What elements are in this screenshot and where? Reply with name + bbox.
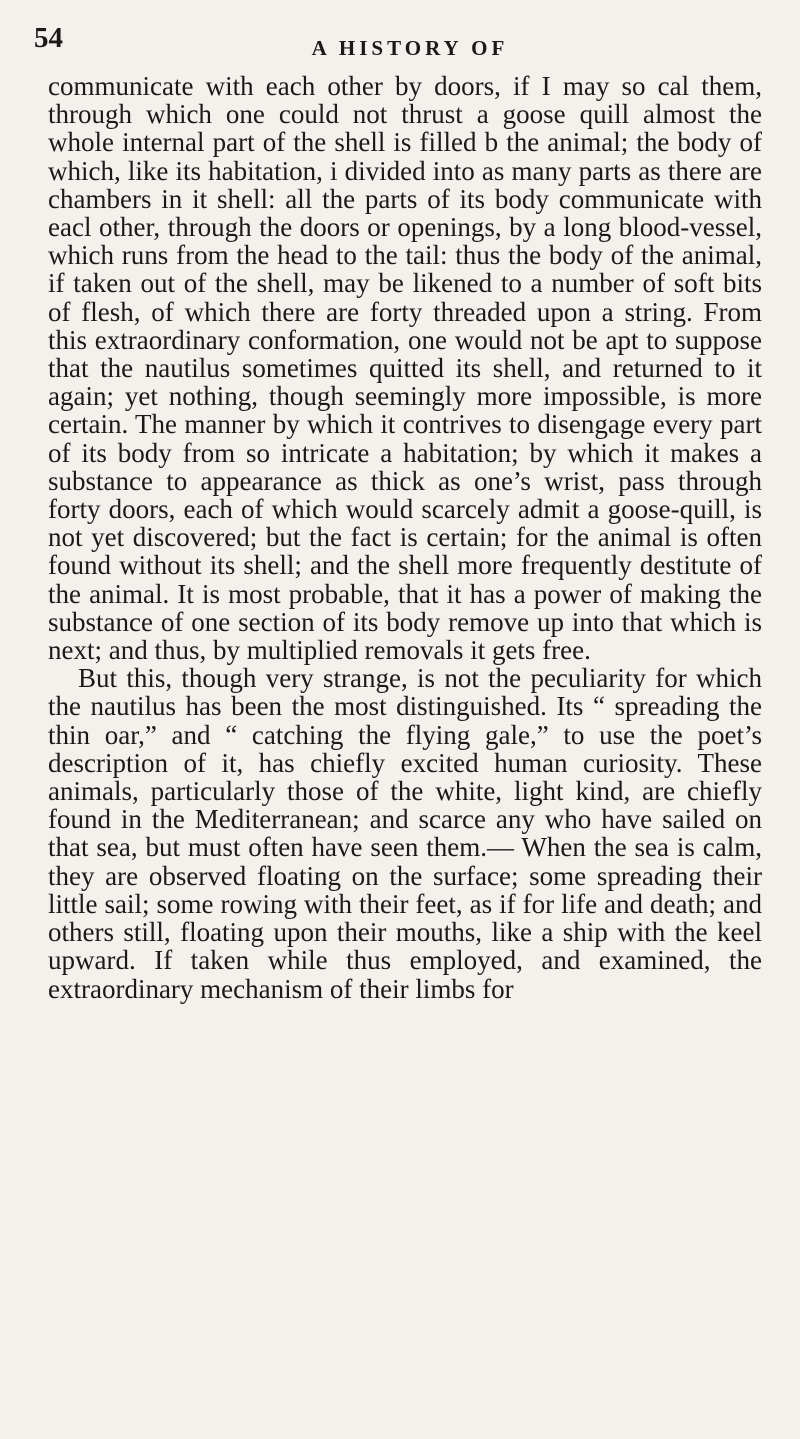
paragraph: But this, though very strange, is not the peculiarity for which the nautilus has been the most distinguished. Its “ spreading the thin oar,” and “ catching the flying gale,” to use the poet’s description of it, has chiefly excited human curiosity. These animals, particularly those of the white, light kind, are chiefly found in the Mediterranean; and scarce any who have sailed on that sea, but must often have seen them.— When the sea is calm, they are observed floating on the surface; some spreading their little sail; some rowing with their feet, as if for life and death; and others still, floating upon their mouths, like a ship with the keel upward. If taken while thus employed, and examined, the extraordinary mechanism of their limbs for [48, 663, 762, 1004]
paragraph-continued: communicate with each other by doors, if I may so cal them, through which one could not thrust a goose quill almost the whole internal part of the shell is filled b the animal; the body of which, like its habitation, i divided into as many parts as there are chambers in it shell: all the parts of its body communicate with eacl other, through the doors or openings, by a long blood-vessel, which runs from the head to the tail: thus the body of the animal, if taken out of the shell, may be likened to a number of soft bits of flesh, of which there are forty threaded upon a string. From this extraordinary conformation, one would not be apt to suppose that the nautilus sometimes quitted its shell, and returned to it again; yet nothing, though seemingly more impossible, is more certain. The manner by which it contrives to disengage every part of its body from so intricate a habitation; by which it makes a substance to appearance as thick as one’s wrist, pass through forty doors, each of which would scarcely admit a goose-quill, is not yet discovered; but the fact is certain; for the animal is often found without its shell; and the shell more frequently destitute of the animal. It is most probable, that it has a power of making the substance of one section of its body remove up into that which is next; and thus, by multiplied removals it gets free. [48, 71, 762, 666]
running-head: A HISTORY OF [311, 36, 509, 60]
body-text [48, 72, 762, 1003]
page-number: 54 [34, 22, 63, 54]
